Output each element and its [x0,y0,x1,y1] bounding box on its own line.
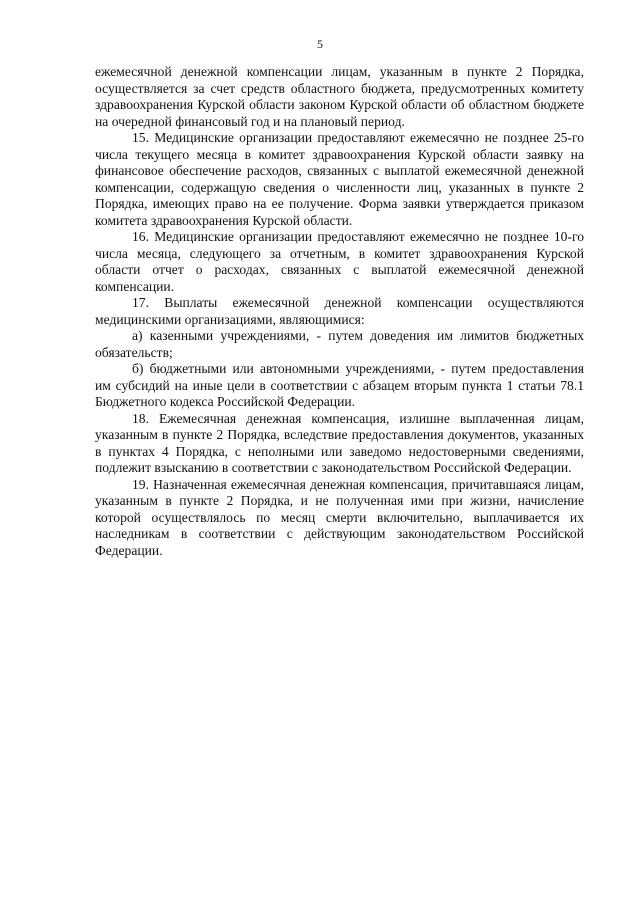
document-body [95,64,584,559]
paragraph-14-continuation: ежемесячной денежной компенсации лицам, указанным в пункте 2 Порядка, осуществляется за счет средств областного бюджета, предусмотренных комитету здравоохранения Курской области законом Курской области об областном бюджете на очередной финансовый год и на плановый период. [95,64,584,129]
page-number: 5 [317,37,323,51]
paragraph-17-b: б) бюджетными или автономными учреждениями, - путем предоставления им субсидий на иные цели в соответствии с абзацем вторым пункта 1 статьи 78.1 Бюджетного кодекса Российской Федерации. [95,361,584,409]
paragraph-17: 17. Выплаты ежемесячной денежной компенсации осуществляются медицинскими организациями, являющимися: [95,295,584,327]
paragraph-15: 15. Медицинские организации предоставляют ежемесячно не позднее 25-го числа текущего месяца в комитет здравоохранения Курской области заявку на финансовое обеспечение расходов, связанных с выплатой ежемесячной денежной компенсации, содержащую сведения о численности лиц, указанных в пункте 2 Порядка, имеющих право на ее получение. Форма заявки утверждается приказом комитета здравоохранения Курской области. [95,130,584,228]
paragraph-16: 16. Медицинские организации предоставляют ежемесячно не позднее 10-го числа месяца, следующего за отчетным, в комитет здравоохранения Курской области отчет о расходах, связанных с выплатой ежемесячной денежной компенсации. [95,229,584,294]
paragraph-18: 18. Ежемесячная денежная компенсация, излишне выплаченная лицам, указанным в пункте 2 Порядка, вследствие предоставления документов, указанных в пунктах 4 Порядка, с неполными или заведомо недостоверными сведениями, подлежит взысканию в соответствии с законодательством Российской Федерации. [95,410,584,475]
paragraph-17-a: а) казенными учреждениями, - путем доведения им лимитов бюджетных обязательств; [95,328,584,360]
paragraph-19: 19. Назначенная ежемесячная денежная компенсация, причитавшаяся лицам, указанным в пункте 2 Порядка, и не полученная ими при жизни, начисление которой осуществлялось по месяц смерти включительно, выплачивается их наследникам в соответствии с действующим законодательством Российской Федерации. [95,476,584,558]
